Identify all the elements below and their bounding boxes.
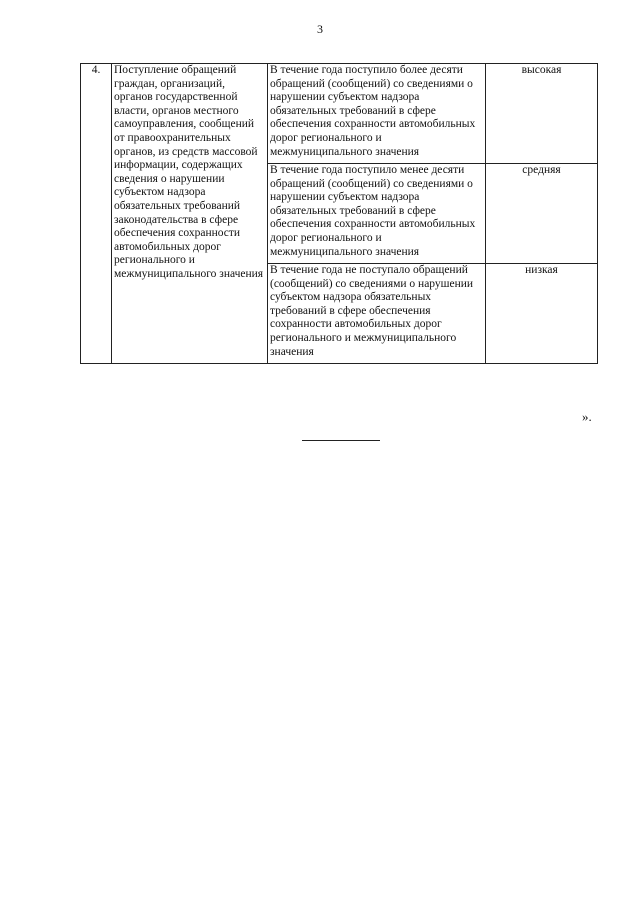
condition-cell: В течение года не поступало обращений (сообщений) со сведениями о нарушении субъектом надзора обязательных требований в сфере обеспечения сохранности автомобильных дорог регионального и межмуниципального значения: [268, 264, 486, 364]
condition-cell: В течение года поступило менее десяти обращений (сообщений) со сведениями о нарушении субъектом надзора обязательных требований в сфере обеспечения сохранности автомобильных дорог регионального и межмуниципального значения: [268, 164, 486, 264]
table-row: [81, 64, 598, 164]
page-number: 3: [317, 22, 323, 36]
condition-cell: В течение года поступило более десяти обращений (сообщений) со сведениями о нарушении субъектом надзора обязательных требований в сфере обеспечения сохранности автомобильных дорог регионального и межмуниципального значения: [268, 64, 486, 164]
source-description-cell: Поступление обращений граждан, организаций, органов государственной власти, органов местного самоуправления, сообщений от правоохранительных органов, из средств массовой информации, содержащих сведения о нарушении субъектом надзора обязательных требований законодательства в сфере обеспечения сохранности автомобильных дорог регионального и межмуниципального значения: [112, 64, 268, 364]
risk-criteria-table: [80, 63, 598, 364]
separator-line: [302, 440, 380, 441]
closing-quote: ».: [582, 409, 592, 424]
row-number-cell: 4.: [81, 64, 112, 364]
risk-level-cell: средняя: [486, 164, 598, 264]
risk-level-cell: высокая: [486, 64, 598, 164]
risk-level-cell: низкая: [486, 264, 598, 364]
